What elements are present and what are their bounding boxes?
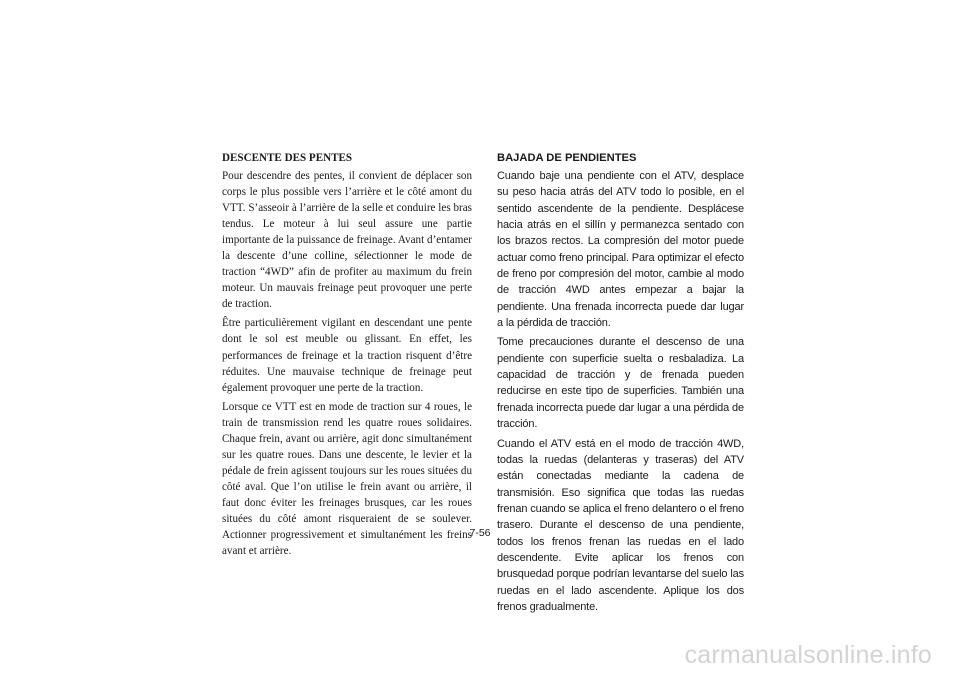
spanish-column <box>497 150 744 618</box>
french-column <box>222 150 472 562</box>
spanish-paragraph-3: Cuando el ATV está en el modo de tracción 4WD, todas la ruedas (delanteras y traseras) del ATV están conectadas mediante la cadena de transmisión. Eso significa que todas las ruedas frenan cuando se aplica el freno delantero o el freno trasero. Durante el descenso de una pendiente, todos los frenos frenan las ruedas en el lado descendente. Evite aplicar los frenos con brusquedad porque podrían levantarse del suelo las ruedas en el lado ascendente. Aplique los dos frenos gradualmente. <box>497 437 744 613</box>
french-paragraph-2: Être particulièrement vigilant en descendant une pente dont le sol est meuble ou glissant. En effet, les performances de freinage et la traction risquent d’être réduites. Une mauvaise technique de freinage peut également provoquer une perte de la traction. <box>222 317 472 394</box>
french-heading: DESCENTE DES PENTES <box>222 152 353 164</box>
spanish-paragraph-1: Cuando baje una pendiente con el ATV, desplace su peso hacia atrás del ATV todo lo posible, en el sentido ascendente de la pendiente. Desplácese hacia atrás en el sillín y permanezca sentado con los brazos rectos. La compresión del motor puede actuar como freno principal. Para optimizar el efecto de freno por compresión del motor, cambie al modo de tracción 4WD antes empezar a bajar la pendiente. Una frenada incorrecta puede dar lugar a la pérdida de tracción. <box>497 170 744 330</box>
watermark: carmanualsonline.info <box>684 641 932 669</box>
page-number: 7-56 <box>469 527 491 539</box>
spanish-paragraph-2: Tome precauciones durante el descenso de una pendiente con superficie suelta o resbaladiza. La capacidad de tracción y de frenada pueden reducirse en este tipo de superficies. También una frenada incorrecta puede dar lugar a una pérdida de tracción. <box>497 336 744 431</box>
french-paragraph-3: Lorsque ce VTT est en mode de traction sur 4 roues, le train de transmission rend les quatre roues solidaires. Chaque frein, avant ou arrière, agit donc simultanément sur les quatre roues. Dans une descente, le levier et la pédale de frein agissent toujours sur les roues situées du côté aval. Que l’on utilise le frein avant ou arrière, il faut donc éviter les freinages brusques, car les roues situées du côté amont risqueraient de se soulever. Actionner progressivement et simultanément les freins avant et arrière. <box>222 400 472 558</box>
french-paragraph-1: Pour descendre des pentes, il convient de déplacer son corps le plus possible vers l’arrière et le côté amont du VTT. S’asseoir à l’arrière de la selle et conduire les bras tendus. Le moteur à lui seul assure une partie importante de la puissance de freinage. Avant d’entamer la descente d’une colline, sélectionner le mode de traction “4WD” afin de profiter au maximum du frein moteur. Un mauvais freinage peut provoquer une perte de traction. <box>222 170 472 311</box>
spanish-heading: BAJADA DE PENDIENTES <box>497 152 637 164</box>
